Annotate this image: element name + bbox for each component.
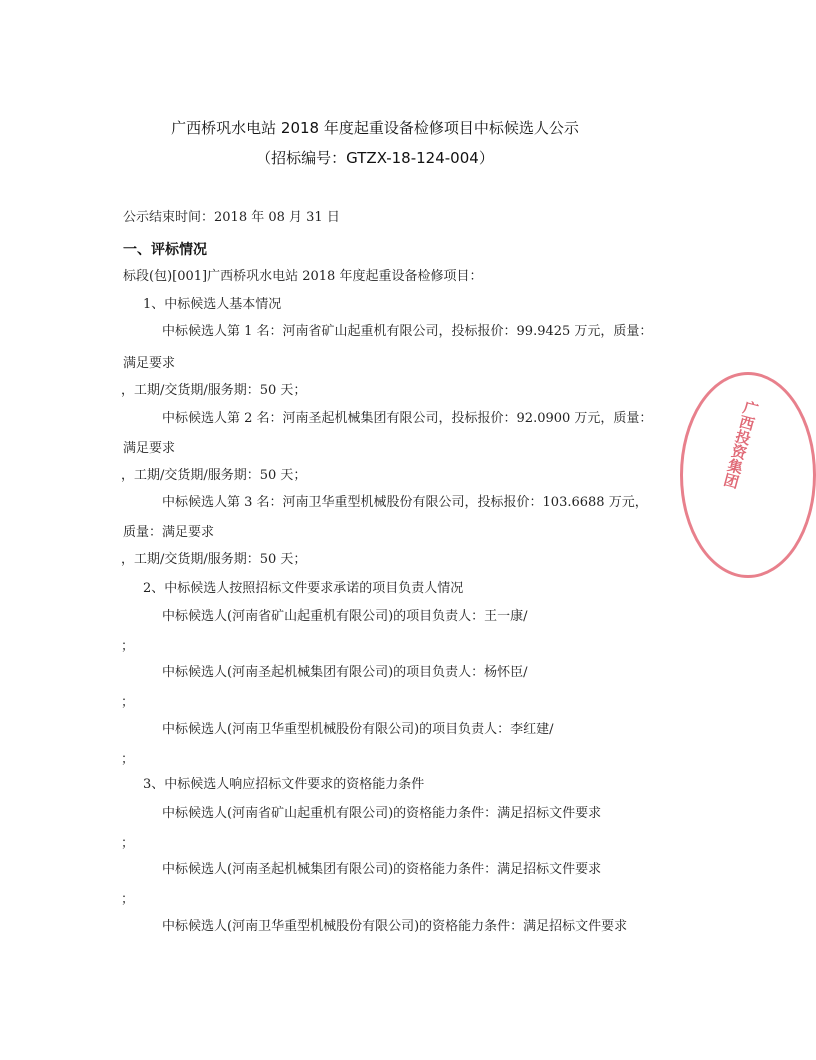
manager-3-separator: ； xyxy=(121,752,135,767)
manager-2-separator: ； xyxy=(121,695,135,710)
subsection-2-title: 2、中标候选人按照招标文件要求承诺的项目负责人情况 xyxy=(143,581,464,596)
seal-text: 广西投资集团 xyxy=(720,398,761,491)
qualification-3: 中标候选人(河南卫华重型机械股份有限公司)的资格能力条件：满足招标文件要求 xyxy=(162,919,628,934)
subsection-1-title: 1、中标候选人基本情况 xyxy=(143,297,282,312)
lot-line: 标段(包)[001]广西桥巩水电站 2018 年度起重设备检修项目： xyxy=(123,269,483,284)
candidate-3-line1: 中标候选人第 3 名：河南卫华重型机械股份有限公司，投标报价：103.6688 万元， xyxy=(162,495,648,510)
manager-1-separator: ； xyxy=(121,639,135,654)
end-time: 公示结束时间：2018 年 08 月 31 日 xyxy=(123,210,340,225)
candidate-1-line3: ，工期/交货期/服务期：50 天； xyxy=(121,383,307,398)
candidate-3-line2: 质量：满足要求 xyxy=(123,525,215,540)
qualification-2: 中标候选人(河南圣起机械集团有限公司)的资格能力条件：满足招标文件要求 xyxy=(162,862,602,877)
candidate-2-line1: 中标候选人第 2 名：河南圣起机械集团有限公司，投标报价：92.0900 万元，质量： xyxy=(162,411,653,426)
manager-1: 中标候选人(河南省矿山起重机有限公司)的项目负责人：王一康/ xyxy=(162,609,528,624)
subsection-3-title: 3、中标候选人响应招标文件要求的资格能力条件 xyxy=(143,777,425,792)
document-title: 广西桥巩水电站 2018 年度起重设备检修项目中标候选人公示 xyxy=(171,119,579,137)
candidate-1-line1: 中标候选人第 1 名：河南省矿山起重机有限公司，投标报价：99.9425 万元，质量： xyxy=(162,324,653,339)
candidate-3-line3: ，工期/交货期/服务期：50 天； xyxy=(121,552,307,567)
section-heading: 一、评标情况 xyxy=(123,242,207,258)
qualification-1-separator: ； xyxy=(121,836,135,851)
manager-2: 中标候选人(河南圣起机械集团有限公司)的项目负责人：杨怀臣/ xyxy=(162,665,528,680)
qualification-1: 中标候选人(河南省矿山起重机有限公司)的资格能力条件：满足招标文件要求 xyxy=(162,806,602,821)
document-subtitle: （招标编号：GTZX-18-124-004） xyxy=(256,149,494,167)
candidate-1-line2: 满足要求 xyxy=(123,356,176,371)
candidate-2-line3: ，工期/交货期/服务期：50 天； xyxy=(121,468,307,483)
qualification-2-separator: ； xyxy=(121,892,135,907)
manager-3: 中标候选人(河南卫华重型机械股份有限公司)的项目负责人：李红建/ xyxy=(162,722,554,737)
candidate-2-line2: 满足要求 xyxy=(123,441,176,456)
